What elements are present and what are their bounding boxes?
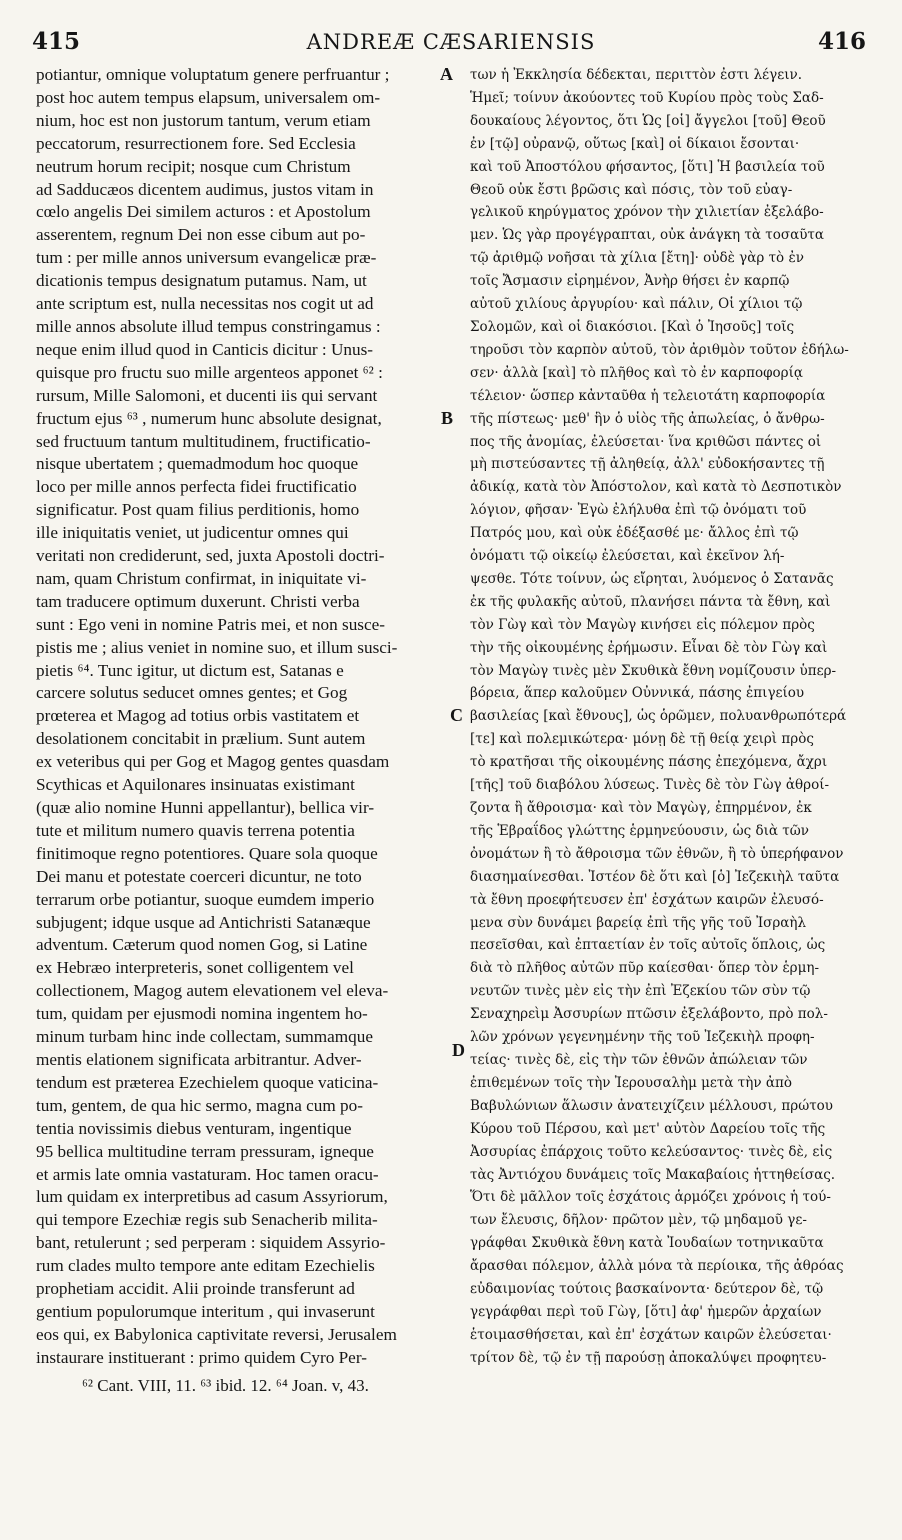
latin-text-line: nium, hoc est non justorum tantum, verum etiam — [36, 110, 371, 130]
latin-text-line: loco per mille annos perfecta fidei fructificatio — [36, 477, 357, 497]
margin-letter-b: B — [441, 408, 454, 428]
margin-letter-a: A — [440, 64, 453, 84]
greek-text-line: τὸν Γὼγ καὶ τὸν Μαγὼγ κινήσει εἰς πόλεμον πρὸς — [470, 616, 815, 633]
greek-text-line: Σεναχηρεὶμ Ἀσσυρίων πτῶσιν ἐξελάβοντο, πρὸ πολ- — [470, 1006, 828, 1023]
greek-text-line: αὐτοῦ χιλίους ἀργυρίου· καὶ πάλιν, Οἱ χίλιοι τῷ — [470, 296, 803, 313]
latin-text-line: tute et militum numero quavis terrena potentia — [36, 820, 355, 840]
latin-text-line: tam traducere optimum duxerunt. Christi verba — [36, 591, 360, 611]
greek-text-line: μὴ πιστεύσαντες τῇ ἀληθείᾳ, ἀλλ' εὐδοκήσαντες τῇ — [470, 456, 825, 473]
greek-text-line: τὰ ἔθνη προεφήτευσεν ἐπ' ἐσχάτων καιρῶν ἐλευσό- — [470, 891, 824, 908]
latin-text-line: mentis elationem significata arbitrantur. Adver- — [36, 1049, 362, 1069]
latin-text-line: ante scriptum est, nulla necessitas nos cogit ut ad — [36, 294, 374, 314]
greek-text-line: [τε] καὶ πολεμικώτερα· μόνῃ δὲ τῇ θείᾳ χειρὶ πρὸς — [470, 731, 814, 748]
latin-text-line: pistis me ; alius veniet in nomine suo, et illum susci- — [36, 637, 398, 657]
latin-text-line: subjugent; idque usque ad Antichristi Satanæque — [36, 912, 371, 932]
latin-text-line: tum, gentem, de qua hic sermo, magna cum po- — [36, 1095, 363, 1115]
greek-text-line: λόγιον, φῆσαν· Ἐγὼ ἐλήλυθα ἐπὶ τῷ ὀνόματι τοῦ — [470, 502, 807, 519]
greek-text-line: [τῆς] τοῦ διαβόλου λύσεως. Τινὲς δὲ τὸν Γὼγ ἀθροί- — [470, 777, 830, 794]
latin-text-line: peccatorum, resurrectionem fore. Sed Ecclesia — [36, 133, 356, 153]
latin-text-line: Scythicas et Aquilonares insinuatas existimant — [36, 775, 355, 795]
latin-text-line: ex veteribus qui per Gog et Magog gentes quasdam — [36, 752, 390, 772]
greek-text-line: τέλειον· ὥσπερ κἀνταῦθα ἡ τελειοτάτη καρποφορία — [470, 387, 826, 404]
latin-text-line: 95 bellica multitudine terram pressuram, igneque — [36, 1141, 374, 1161]
latin-text-line: sunt : Ego veni in nomine Patris mei, et non susce- — [36, 614, 385, 634]
greek-text-line: εὐδαιμονίας τούτοις βασκαίνοντα· δεύτερον δὲ, τῷ — [470, 1281, 824, 1298]
latin-text-line: prœterea et Magog ad totius orbis vastitatem et — [36, 706, 360, 726]
greek-text-line: πος τῆς ἀνομίας, ἐλεύσεται· ἵνα κριθῶσι πάντες οἱ — [470, 433, 822, 450]
greek-text-line: ἀδικίᾳ, κατὰ τὸν Ἀπόστολον, καὶ κατὰ τὸ Δεσποτικὸν — [470, 479, 842, 496]
greek-text-line: Θεοῦ οὐκ ἔστι βρῶσις καὶ πόσις, τὸν τοῦ εὐαγ- — [470, 181, 793, 198]
latin-text-line: tum : per mille annos universum evangelicæ præ- — [36, 248, 377, 268]
footnotes: ⁶² Cant. VIII, 11. ⁶³ ibid. 12. ⁶⁴ Joan. v, 43. — [82, 1376, 369, 1395]
latin-text-line: qui tempore Ezechiæ regis sub Senacherib milita- — [36, 1210, 378, 1230]
latin-text-line: Dei manu et potestate coerceri dicuntur, ne toto — [36, 866, 362, 886]
latin-text-line: neque enim illud quod in Canticis dicitur : Unus- — [36, 339, 374, 359]
latin-text-line: fructum ejus ⁶³ , numerum hunc absolute designat, — [36, 408, 382, 428]
latin-text-line: pietis ⁶⁴. Tunc igitur, ut dictum est, Satanas e — [36, 660, 344, 680]
greek-text-line: σεν· ἀλλὰ [καὶ] τὸ πλῆθος καὶ τὸ ἐν καρποφορίᾳ — [470, 364, 804, 381]
latin-text-line: rum clades multo tempore ante editam Ezechielis — [36, 1256, 375, 1276]
greek-text-line: ἐπιθεμένων τοῖς τὴν Ἰερουσαλὴμ μετὰ τὴν ἀπὸ — [470, 1074, 792, 1091]
latin-text-line: instaurare instituerant : primo quidem Cyro Per- — [36, 1347, 367, 1367]
latin-text-line: minum turbam hinc inde collectam, summamque — [36, 1027, 373, 1047]
greek-text-line: ἑτοιμασθήσεται, καὶ ἐπ' ἐσχάτων καιρῶν ἐλεύσεται· — [470, 1326, 832, 1343]
running-title: ANDREÆ CÆSARIENSIS — [306, 30, 596, 54]
greek-text-line: τὸν Μαγὼγ τινὲς μὲν Σκυθικὰ ἔθνη νομίζουσιν ὑπερ- — [470, 662, 837, 679]
latin-text-line: terrarum orbe potiantur, suoque eumdem imperio — [36, 889, 375, 909]
greek-text-line: Πατρός μου, καὶ οὐκ ἐδέξασθέ με· ἄλλος ἐπὶ τῷ — [470, 525, 799, 542]
greek-text-line: ἐν [τῷ] οὐρανῷ, οὕτως [καὶ] οἱ δίκαιοι ἔσονται· — [470, 135, 800, 152]
greek-text-line: των ἡ Ἐκκλησία δέδεκται, περιττὸν ἐστι λέγειν. — [470, 67, 803, 83]
greek-text-line: λῶν χρόνων γεγενημένην τῆς τοῦ Ἰεζεκιὴλ προφη- — [470, 1029, 815, 1046]
latin-text-line: dicationis tempus designatum putamus. Nam, ut — [36, 271, 367, 291]
greek-text-line: γράφθαι Σκυθικὰ ἔθνη κατὰ Ἰουδαίων τοτηνικαῦτα — [470, 1235, 824, 1252]
page-number-right: 416 — [818, 28, 867, 55]
greek-text-line: διασημαίνεσθαι. Ἰστέον δὲ ὅτι καὶ [ὁ] Ἰεζεκιὴλ ταῦτα — [470, 868, 840, 885]
latin-text-line: nam, quam Christum confirmat, in iniquitate vi- — [36, 568, 367, 588]
greek-text-line: Ἡμεῖ; τοίνυν ἀκούοντες τοῦ Κυρίου πρὸς τοὺς Σαδ- — [470, 89, 824, 106]
page-number-left: 415 — [32, 28, 81, 55]
greek-text-line: Ὅτι δὲ μᾶλλον τοῖς ἐσχάτοις ἁρμόζει χρόνοις ἡ τού- — [470, 1189, 831, 1206]
latin-text-line: ille iniquitatis veniet, ut judicentur omnes qui — [36, 523, 349, 543]
latin-text-line: significatur. Post quam filius perditionis, homo — [36, 500, 360, 520]
greek-text-line: τρίτον δὲ, τῷ ἐν τῇ παρούσῃ ἀποκαλύψει προφητευ- — [470, 1349, 827, 1366]
greek-text-line: τείας· τινὲς δὲ, εἰς τὴν τῶν ἐθνῶν ἀπώλειαν τῶν — [470, 1051, 808, 1068]
latin-text-line: cœlo angelis Dei similem acturos : et Apostolum — [36, 202, 371, 222]
greek-text-line: γεγράφθαι περὶ τοῦ Γὼγ, [ὅτι] ἀφ' ἡμερῶν ἀρχαίων — [470, 1303, 822, 1320]
greek-text-line: βόρεια, ἅπερ καλοῦμεν Οὐννικά, πάσης ἐπιγείου — [470, 685, 805, 702]
greek-text-line: Σολομῶν, καὶ οἱ διακόσιοι. [Καὶ ὁ Ἰησοῦς] τοῖς — [470, 318, 795, 335]
latin-text-line: sed fructuum tantum multitudinem, fructificatio- — [36, 431, 371, 451]
latin-text-line: ad Sadducæos dicentem audimus, justos vitam in — [36, 179, 374, 199]
greek-text-line: ὀνόματι τῷ οἰκείῳ ἐλεύσεται, καὶ ἐκεῖνον λή- — [470, 548, 785, 565]
greek-text-line: τὰς Ἀντιόχου δυνάμεις τοῖς Μακαβαίοις ἡττηθείσας. — [470, 1166, 836, 1183]
greek-text-line: τηροῦσι τὸν καρπὸν αὐτοῦ, τὸν ἀριθμὸν τοῦτον ἐδήλω- — [470, 341, 849, 358]
greek-text-line: ψεσθε. Τότε τοίνυν, ὡς εἴρηται, λυόμενος ὁ Σατανᾶς — [470, 570, 834, 587]
latin-text-line: quisque pro fructu suo mille argenteos apponet ⁶² : — [36, 362, 383, 382]
greek-text-line: ζοντα ἢ ἄθροισμα· καὶ τὸν Μαγὼγ, ἐπηρμένον, ἐκ — [470, 800, 812, 816]
margin-letter-c: C — [450, 705, 463, 725]
latin-text-line: nisque ubertatem ; quemadmodum hoc quoque — [36, 454, 359, 474]
latin-text-line: desolationem concitabit in prælium. Sunt autem — [36, 729, 366, 749]
latin-text-line: ex Hebræo interpreteris, sonet colligentem vel — [36, 958, 354, 978]
greek-text-line: Κύρου τοῦ Πέρσου, καὶ μετ' αὐτὸν Δαρείου τοῖς τῆς — [470, 1120, 826, 1137]
latin-text-line: carcere solutus seducet omnes gentes; et Gog — [36, 683, 348, 703]
latin-column — [36, 64, 454, 1370]
greek-text-line: τὸ κρατῆσαι τῆς οἰκουμένης πάσης ἐπεχόμενα, ἄχρι — [470, 754, 828, 771]
greek-text-line: ἐκ τῆς φυλακῆς αὐτοῦ, πλανήσει πάντα τὰ ἔθνη, καὶ — [470, 593, 831, 610]
greek-text-line: Ἀσσυρίας ἐπάρχοις τοῦτο κελεύσαντος· τινὲς δὲ, εἰς — [470, 1143, 833, 1160]
greek-text-line: τὴν τῆς οἰκουμένης ἐρήμωσιν. Εἶναι δὲ τὸν Γὼγ καὶ — [470, 639, 828, 656]
latin-text-line: (quæ alio nomine Hunni appellantur), bellica vir- — [36, 798, 375, 817]
latin-text-line: finitimoque regno potentiores. Quare sola quoque — [36, 843, 378, 863]
greek-text-line: νευτῶν τινὲς μὲν εἰς τὴν ἐπὶ Ἐζεκίου τῶν σὺν τῷ — [470, 983, 811, 1000]
latin-text-line: eos qui, ex Babylonica captivitate reversi, Jerusalem — [36, 1324, 397, 1344]
margin-letter-d: D — [452, 1040, 465, 1060]
greek-text-line: δουκαίους λέγοντος, ὅτι Ὡς [οἱ] ἄγγελοι [τοῦ] Θεοῦ — [470, 112, 826, 129]
greek-text-line: ὀνομάτων ἢ τὸ ἄθροισμα τῶν ἐθνῶν, ἢ τὸ ὑπερήφανον — [470, 845, 844, 862]
latin-text-line: prophetiam accidit. Alii proinde transferunt ad — [36, 1279, 355, 1299]
greek-text-line: Βαβυλώνιων ἅλωσιν ἀνατειχίζειν μέλλουσι, πρώτου — [470, 1097, 834, 1114]
latin-text-line: tum, quidam per ejusmodi nomina ingentem ho- — [36, 1004, 368, 1024]
greek-text-line: καὶ τοῦ Ἀποστόλου φήσαντος, [ὅτι] Ἡ βασιλεία τοῦ — [470, 158, 825, 175]
greek-text-line: τῆς πίστεως· μεθ' ἣν ὁ υἱὸς τῆς ἀπωλείας, ὁ ἄνθρω- — [470, 410, 825, 427]
latin-text-line: veritati non crediderunt, sed, juxta Apostoli doctri- — [36, 546, 385, 566]
greek-text-line: μενα σὺν δυνάμει βαρείᾳ ἐπὶ τῆς γῆς τοῦ Ἰσραὴλ — [470, 914, 807, 931]
greek-text-line: τοῖς Ἄσμασιν εἰρημένον, Ἀνὴρ θήσει ἐν καρπῷ — [470, 273, 790, 290]
latin-text-line: neutrum horum recipit; nosque cum Christum — [36, 156, 351, 176]
latin-text-line: rursum, Mille Salomoni, et ducenti iis qui servant — [36, 385, 378, 405]
greek-text-line: πεσεῖσθαι, καὶ ἐπταετίαν ἐν τοῖς αὐτοῖς ὅπλοις, ὡς — [470, 937, 826, 954]
latin-text-line: tendum est præterea Ezechielem quoque vaticina- — [36, 1072, 379, 1092]
latin-text-line: et armis late omnia vastaturam. Hoc tamen oracu- — [36, 1164, 379, 1184]
greek-text-line: ἄρασθαι πόλεμον, ἀλλὰ μόνα τὰ περίοικα, τῆς ἀθρόας — [470, 1258, 844, 1275]
greek-text-line: διὰ τὸ πλῆθος αὐτῶν πῦρ καίεσθαι· ὅπερ τὸν ἑρμη- — [470, 960, 820, 977]
greek-column — [470, 64, 880, 1370]
latin-text-line: collectionem, Magog autem elevationem vel eleva- — [36, 981, 389, 1001]
greek-text-line: βασιλείας [καὶ ἔθνους], ὡς ὁρῶμεν, πολυανθρωπότερά — [470, 708, 847, 725]
greek-text-line: τῷ ἀριθμῷ νοῆσαι τὰ χίλια [ἔτη]· οὐδὲ γὰρ τὸ ἐν — [470, 250, 804, 267]
latin-text-line: adventum. Cæterum quod nomen Gog, si Latine — [36, 935, 368, 955]
page-header — [0, 0, 902, 66]
latin-text-line: gentium populorumque interitum , qui invaserunt — [36, 1301, 375, 1321]
latin-text-line: lum quidam ex interpretibus ad casum Assyriorum, — [36, 1187, 388, 1207]
latin-text-line: potiantur, omnique voluptatum genere perfruantur ; — [36, 65, 390, 84]
greek-text-line: τῆς Ἑβραΐδος γλώττης ἑρμηνεύουσιν, ὡς διὰ τῶν — [470, 822, 809, 839]
latin-text-line: bant, retulerunt ; sed perperam : siquidem Assyrio- — [36, 1233, 386, 1253]
greek-text-line: γελικοῦ κηρύγματος χρόνον τὴν χιλιετίαν ἐξελάβο- — [470, 204, 824, 221]
latin-text-line: asserentem, regnum Dei non esse cibum aut po- — [36, 225, 366, 245]
latin-text-line: mille annos absolute illud tempus constringamus : — [36, 316, 381, 336]
latin-text-line: tentia novissimis diebus venturam, ingentique — [36, 1118, 352, 1138]
latin-text-line: post hoc autem tempus elapsum, universalem om- — [36, 87, 381, 107]
greek-text-line: μεν. Ὡς γὰρ προγέγραπται, οὐκ ἀνάγκη τὰ τοσαῦτα — [470, 227, 825, 244]
greek-text-line: των ἔλευσις, δῆλον· πρῶτον μὲν, τῷ μηδαμοῦ γε- — [470, 1212, 807, 1229]
